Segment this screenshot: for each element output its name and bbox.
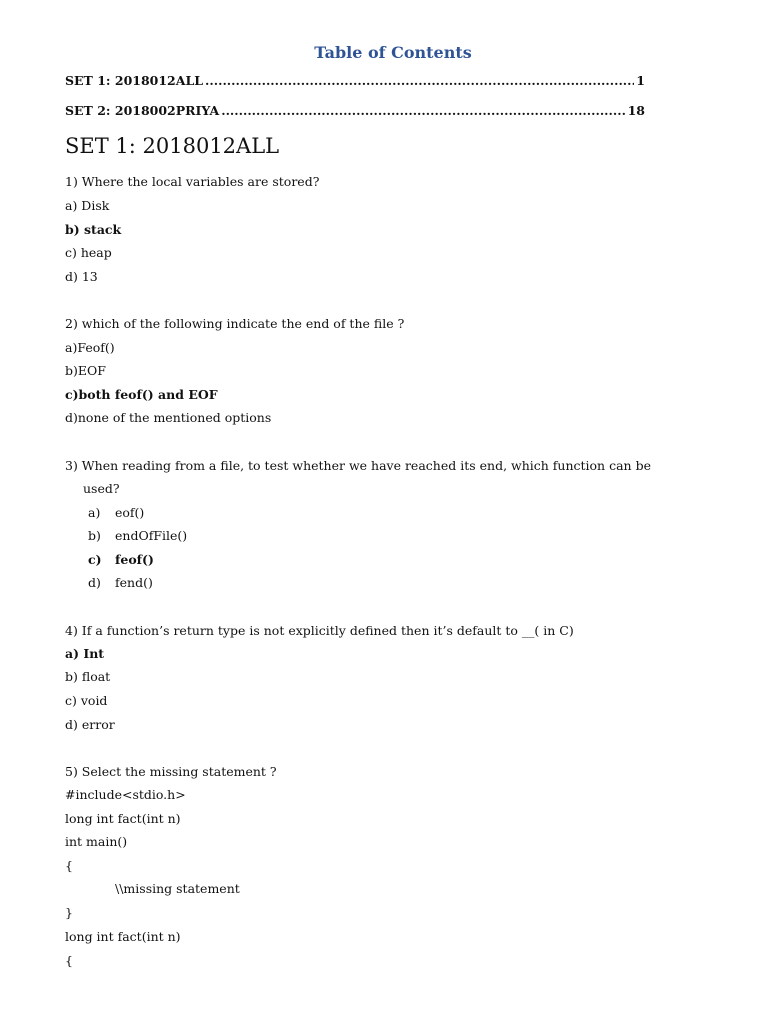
code-line: { [65, 858, 73, 873]
code-line: \\missing statement [115, 881, 240, 896]
q2-option-b: b)EOF [65, 363, 106, 378]
option-text: fend() [115, 575, 153, 590]
q4-option-a-answer: a) Int [65, 646, 105, 661]
q2-option-a: a)Feof() [65, 340, 115, 355]
toc-entry-set1[interactable] [65, 73, 645, 88]
q1-option-b-answer: b) stack [65, 222, 122, 237]
question-3-continued: used? [83, 481, 120, 496]
option-text: eof() [115, 505, 145, 520]
question-4: 4) If a function’s return type is not explicitly defined then it’s default to __( in C) [65, 623, 574, 638]
q2-option-d: d)none of the mentioned options [65, 410, 272, 425]
option-text: endOfFile() [115, 528, 188, 543]
code-line: long int fact(int n) [65, 929, 181, 944]
q3-option-d [88, 575, 153, 591]
toc-entry-label: SET 1: 2018012ALL [65, 73, 204, 88]
option-label: c) [88, 552, 102, 567]
code-line: { [65, 953, 73, 968]
option-label: d) [88, 575, 101, 590]
question-3: 3) When reading from a file, to test whether we have reached its end, which function can be [65, 458, 651, 473]
option-label: a) [88, 505, 101, 520]
option-label: b) [88, 528, 101, 543]
toc-title: Table of Contents [314, 43, 472, 62]
toc-leader-dots [205, 73, 634, 88]
toc-entry-label: SET 2: 2018002PRIYA [65, 103, 220, 118]
code-line: } [65, 905, 73, 920]
q3-option-b [88, 528, 187, 544]
question-1: 1) Where the local variables are stored? [65, 174, 320, 189]
q4-option-d: d) error [65, 717, 115, 732]
question-2: 2) which of the following indicate the end of the file ? [65, 316, 405, 331]
option-text: feof() [115, 552, 154, 567]
q3-option-c-answer [88, 552, 154, 568]
q4-option-b: b) float [65, 669, 111, 684]
code-line: #include<stdio.h> [65, 787, 186, 802]
q3-option-a [88, 505, 144, 521]
question-5: 5) Select the missing statement ? [65, 764, 277, 779]
q1-option-d: d) 13 [65, 269, 98, 284]
q2-option-c-answer: c)both feof() and EOF [65, 387, 218, 402]
code-line: long int fact(int n) [65, 811, 181, 826]
toc-entry-set2[interactable] [65, 103, 645, 118]
code-line: int main() [65, 834, 128, 849]
q1-option-a: a) Disk [65, 198, 110, 213]
section-heading: SET 1: 2018012ALL [65, 134, 280, 158]
toc-entry-page: 18 [627, 103, 645, 118]
toc-entry-page: 1 [636, 73, 645, 88]
toc-leader-dots [221, 103, 625, 118]
q4-option-c: c) void [65, 693, 108, 708]
q1-option-c: c) heap [65, 245, 112, 260]
